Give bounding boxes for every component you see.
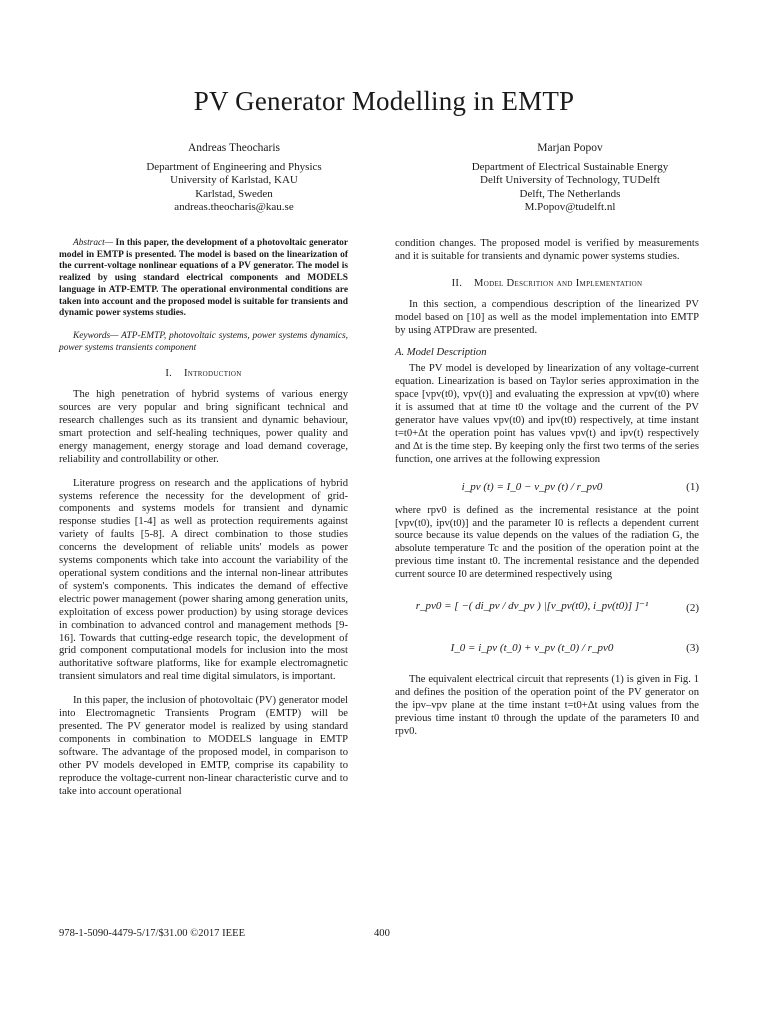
section-number: II.	[451, 277, 463, 289]
subsection-heading: A. Model Description	[395, 347, 487, 359]
paper-title: PV Generator Modelling in EMTP	[193, 86, 575, 116]
equation-number: (3)	[686, 642, 699, 655]
author-city: Karlstad, Sweden	[195, 187, 273, 200]
section-number: I.	[165, 368, 173, 380]
author-block-1	[84, 142, 384, 214]
author-university: University of Karlstad, KAU	[170, 174, 298, 187]
author-affiliation: Department of Engineering and Physics	[146, 161, 322, 174]
section-title: Introduction	[183, 368, 242, 380]
author-email: andreas.theocharis@kau.se	[174, 200, 294, 213]
footer-isbn: 978-1-5090-4479-5/17/$31.00 ©2017 IEEE	[59, 928, 246, 939]
author-email: M.Popov@tudelft.nl	[524, 200, 616, 213]
author-city: Delft, The Netherlands	[519, 187, 621, 200]
equation-2	[395, 582, 699, 634]
paragraph: where rpv0 is defined as the incremental resistance at the point [vpv(t0), ipv(t0)] and the parameter I0 is reflects a dependent current source because its value depends on the values of the radiation G, the absolute temperature Tc and the position of the operation point at the previous time instant t0. The incremental resistance and the depended current source I0 are determined respectively using	[395, 504, 699, 581]
keywords: Keywords— ATP-EMTP, photovoltaic systems, power systems dynamics, power systems transients component	[59, 330, 348, 353]
section-heading-introduction	[59, 368, 348, 381]
paragraph: condition changes. The proposed model is verified by measurements and it is suitable for transients and dynamic power systems studies.	[395, 238, 699, 262]
author-affiliation: Department of Electrical Sustainable Energy	[471, 161, 669, 174]
abstract-lead: Abstract—	[73, 238, 114, 248]
paragraph: In this paper, the inclusion of photovoltaic (PV) generator model into Electromagnetic Transients Program (EMTP) will be presented. The PV generator model is realized by using standard components in combination to MODELS language in EMTP software. The advantage of the proposed model, in comparison to other PV models developed in EMTP, comprise its capability to reproduce the voltage-current non-linear characteristic curve and to take into account operational	[59, 695, 348, 797]
equation-body: i_pv (t) = I_0 − v_pv (t) / r_pv0	[461, 480, 603, 493]
section-heading-model	[395, 278, 699, 291]
equation-1	[395, 467, 699, 505]
left-column	[59, 238, 348, 798]
paragraph: Literature progress on research and the applications of hybrid systems reference the necessity for the development of grid-components and systems models for transient and dynamic response studies [1-4] as well as protection requirements against variety of faults [5-8]. A direct combination to those studies concerns the development of reliable units' models as power systems components which take into account the variability of the operational system conditions and the internal non-linear attributes of system's components. This indicates the demand of effective electric power management (power sharing among generation units, exploitation of excess power production) by using storage devices in combination to advanced control and management methods [9-16]. Towards that cutting-edge research topic, the development of grid component computational models for inclusion into the most authoritative software platforms, like for example electromagnetic transient simulators and real time digital simulators, is important.	[59, 477, 348, 683]
equation-body: I_0 = i_pv (t_0) + v_pv (t_0) / r_pv0	[450, 642, 614, 655]
author-block-2	[420, 142, 720, 214]
equation-number: (1)	[686, 480, 699, 493]
paragraph: The PV model is developed by linearization of any voltage-current equation. Linearization is based on Taylor series approximation in the space [vpv(t0), vpv(t)] and evaluating the expression at vpv(t0) where it is assumed that at time t0 the voltage and the current of the PV generator have values vpv(t0) and ipv(t0) respectively, at time instant t=t0+Δt the operation point has values vpv(t) and ipv(t) respectively and Δt is the time step. By keeping only the first two terms of the series function, one arrives at the following expression	[395, 363, 699, 465]
equation-number: (2)	[686, 602, 699, 615]
paragraph: The high penetration of hybrid systems of various energy sources are very popular and bring significant technical and research challenges such as its transient and dynamic behaviour, smart protection and self-healing techniques, power quality and energy management, energy storage and load demand coverage, reliability and controllability or other.	[59, 389, 348, 465]
page-number: 400	[374, 928, 390, 939]
equation-3	[395, 634, 699, 674]
right-column	[395, 238, 699, 739]
author-name: Marjan Popov	[537, 142, 603, 154]
section-title: Model Descrition and Implementation	[474, 277, 643, 289]
abstract	[59, 238, 348, 320]
abstract-text: In this paper, the development of a photovoltaic generator model in EMTP is presented. The model is based on the linearization of the current-voltage nonlinear equations of a PV generator. The model is realized by using standard electrical components and MODELS language in ATP-EMTP. The operational environmental conditions are taken into account and the proposed model is suitable for transients and dynamic power systems studies.	[59, 238, 348, 319]
paragraph: The equivalent electrical circuit that represents (1) is given in Fig. 1 and defines the position of the operation point of the PV generator on the ipv–vpv plane at the time instant t=t0+Δt using values from the previous time instant t0 through the update of the parameters I0 and rpv0.	[395, 674, 699, 737]
equation-body: r_pv0 = [ −( di_pv / dv_pv ) |[v_pv(t0), i_pv(t0)] ]⁻¹	[415, 600, 649, 613]
author-university: Delft University of Technology, TUDelft	[480, 174, 660, 187]
paragraph: In this section, a compendious description of the linearized PV model based on [10] as well as the model implementation into EMTP by using ATPDraw are presented.	[395, 298, 699, 336]
author-name: Andreas Theocharis	[187, 142, 281, 154]
